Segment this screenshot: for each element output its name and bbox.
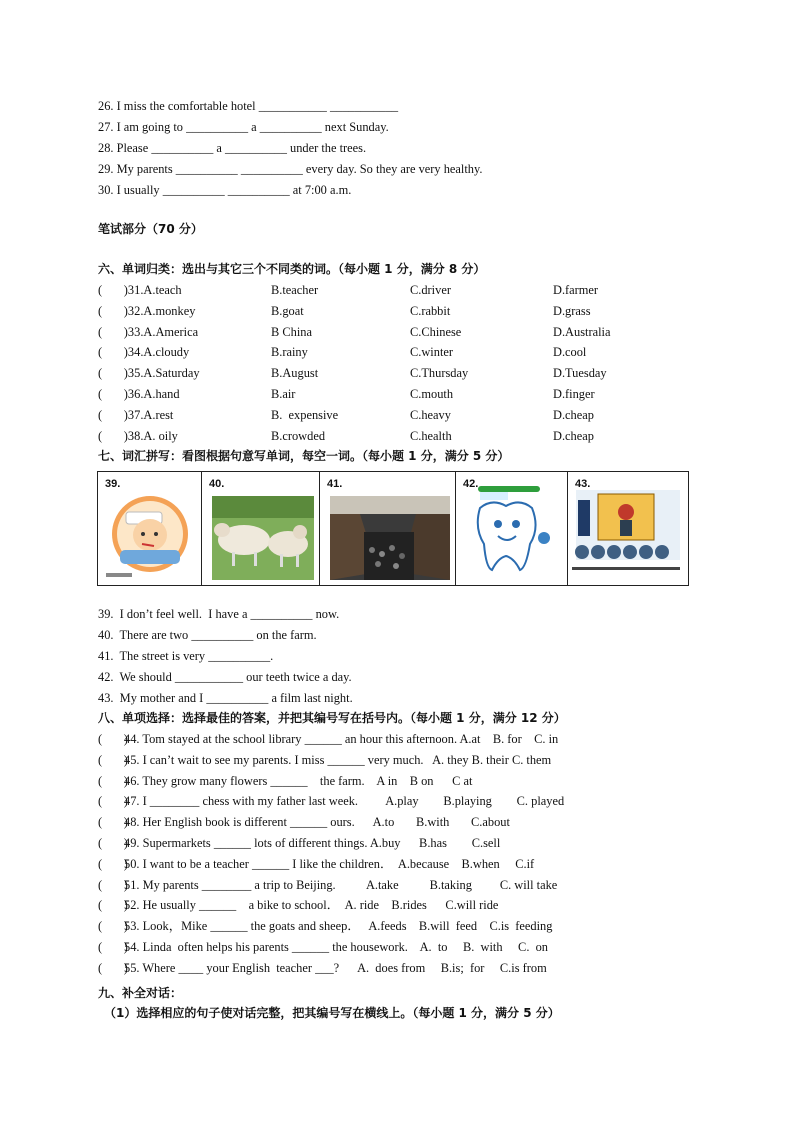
option-d: D.cheap xyxy=(553,428,594,443)
answer-parenthesis: ( ) xyxy=(98,960,128,975)
crowded-street-photo xyxy=(320,472,456,585)
question-stem: 50. I want to be a teacher ______ I like the children． A.because B.when C.if xyxy=(124,856,535,871)
option-c: C.mouth xyxy=(410,387,454,401)
option-b: B.rainy xyxy=(271,345,308,360)
option-d: D.farmer xyxy=(553,283,599,297)
option-c: C.health xyxy=(410,428,452,443)
section9-title: 九、补全对话： xyxy=(98,986,183,1000)
question-28: 28. Please __________ a __________ under the trees. xyxy=(98,141,367,155)
question-42: 42. We should ___________ our teeth twice a day. xyxy=(98,670,352,684)
tooth-brushing-icon xyxy=(456,472,568,585)
picture-41 xyxy=(320,472,456,585)
option-d: D.Tuesday xyxy=(553,366,607,381)
answer-parenthesis: ( ) xyxy=(98,940,128,954)
answer-parenthesis: ( ) xyxy=(98,732,128,746)
answer-parenthesis: ( ) xyxy=(98,752,128,767)
option-c: C.winter xyxy=(410,345,454,360)
answer-parenthesis: ( ) xyxy=(98,773,128,788)
option-b: B China xyxy=(271,324,312,339)
option-b: B.goat xyxy=(271,303,304,318)
question-43: 43. My mother and I __________ a film last night. xyxy=(98,691,353,705)
choice-row-stem: ( )32.A.monkey xyxy=(98,303,196,318)
question-stem: 48. Her English book is different ______ ours. A.to B.with C.about xyxy=(124,815,510,830)
option-b: B.teacher xyxy=(271,283,319,297)
choice-row-stem: ( )38.A. oily xyxy=(98,428,178,443)
picture-43 xyxy=(568,472,688,585)
picture-number: 43. xyxy=(575,478,591,490)
option-c: C.Thursday xyxy=(410,366,469,381)
cinema-icon xyxy=(568,472,688,585)
option-b: B.air xyxy=(271,387,296,401)
picture-number: 39. xyxy=(105,478,121,490)
question-stem: 52. He usually ______ a bike to school． A. ride B.rides C.will ride xyxy=(124,898,499,913)
option-c: C.Chinese xyxy=(410,324,462,339)
choice-row-stem: ( )37.A.rest xyxy=(98,407,174,422)
option-d: D.Australia xyxy=(553,324,611,339)
answer-parenthesis: ( ) xyxy=(98,877,128,892)
option-d: D.grass xyxy=(553,303,591,318)
picture-number: 40. xyxy=(209,478,225,490)
option-b: B.crowded xyxy=(271,428,326,443)
choice-row-stem: ( )33.A.America xyxy=(98,324,199,339)
question-39: 39. I don’t feel well. I have a __________ now. xyxy=(98,607,340,621)
option-c: C.driver xyxy=(410,283,451,297)
question-stem: 53. Look，Mike ______ the goats and sheep． A.feeds B.will feed C.is feeding xyxy=(124,919,553,934)
option-d: D.finger xyxy=(553,387,595,401)
choice-row-stem: ( )35.A.Saturday xyxy=(98,366,200,381)
option-d: D.cheap xyxy=(553,407,594,422)
sheep-photo xyxy=(202,472,320,585)
question-stem: 49. Supermarkets ______ lots of different things. A.buy B.has C.sell xyxy=(124,836,501,850)
question-stem: 46. They grow many flowers ______ the farm. A in B on C at xyxy=(124,773,473,788)
picture-42 xyxy=(456,472,568,585)
answer-parenthesis: ( ) xyxy=(98,919,128,934)
option-b: B.August xyxy=(271,366,319,381)
question-26: 26. I miss the comfortable hotel ___________ ___________ xyxy=(98,99,399,113)
section7-title: 七、词汇拼写：看图根据句意写单词，每空一词。（每小题 1 分，满分 5 分） xyxy=(98,449,510,463)
option-d: D.cool xyxy=(553,345,587,360)
question-40: 40. There are two __________ on the farm. xyxy=(98,628,317,642)
question-30: 30. I usually __________ __________ at 7:00 a.m. xyxy=(98,183,352,197)
section9-subtitle: （1）选择相应的句子使对话完整，把其编号写在横线上。（每小题 1 分，满分 5 分） xyxy=(104,1006,560,1020)
choice-row-stem: ( )31.A.teach xyxy=(98,283,182,297)
picture-40 xyxy=(202,472,320,585)
answer-parenthesis: ( ) xyxy=(98,794,128,809)
sick-boy-icon xyxy=(98,472,202,585)
answer-parenthesis: ( ) xyxy=(98,815,128,830)
answer-parenthesis: ( ) xyxy=(98,856,128,871)
section6-title: 六、单词归类：选出与其它三个不同类的词。（每小题 1 分，满分 8 分） xyxy=(98,262,486,276)
question-stem: 54. Linda often helps his parents ______ the housework. A. to B. with C. on xyxy=(124,940,548,954)
choice-row-stem: ( )36.A.hand xyxy=(98,387,180,401)
answer-parenthesis: ( ) xyxy=(98,836,128,850)
section8-title: 八、单项选择：选择最佳的答案，并把其编号写在括号内。（每小题 1 分，满分 12 分） xyxy=(98,711,566,725)
question-stem: 47. I ________ chess with my father last week. A.play B.playing C. played xyxy=(124,794,565,809)
question-stem: 45. I can’t wait to see my parents. I miss ______ very much. A. they B. their C. them xyxy=(124,752,552,767)
question-27: 27. I am going to __________ a __________ next Sunday. xyxy=(98,120,389,134)
question-41: 41. The street is very __________. xyxy=(98,649,274,663)
picture-row xyxy=(97,471,689,586)
picture-number: 41. xyxy=(327,478,343,490)
picture-39 xyxy=(98,472,202,585)
option-c: C.rabbit xyxy=(410,303,451,318)
question-stem: 44. Tom stayed at the school library ______ an hour this afternoon. A.at B. for C. in xyxy=(124,732,559,746)
question-stem: 55. Where ____ your English teacher ___? A. does from B.is; for C.is from xyxy=(124,960,547,975)
written-part-heading: 笔试部分（70 分） xyxy=(98,222,203,236)
picture-number: 42. xyxy=(463,478,479,490)
question-29: 29. My parents __________ __________ every day. So they are very healthy. xyxy=(98,162,483,176)
question-stem: 51. My parents ________ a trip to Beijing. A.take B.taking C. will take xyxy=(124,877,558,892)
answer-parenthesis: ( ) xyxy=(98,898,128,913)
option-c: C.heavy xyxy=(410,407,451,422)
option-b: B. expensive xyxy=(271,407,339,422)
choice-row-stem: ( )34.A.cloudy xyxy=(98,345,190,360)
